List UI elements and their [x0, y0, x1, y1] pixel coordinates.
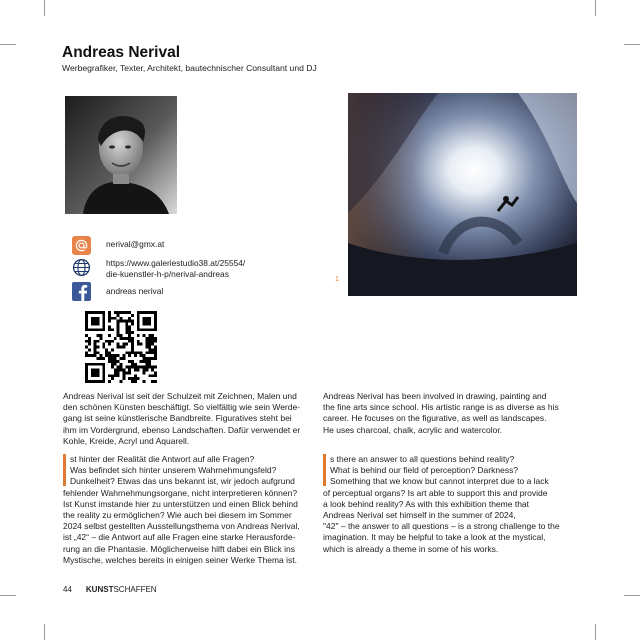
- text-line: gang ist seine künstlerische Bandbreite. Figuratives steht bei: [63, 413, 292, 424]
- magazine-brand-rest: SCHAFFEN: [113, 585, 157, 594]
- page-footer: [63, 585, 157, 594]
- german-question-body: [63, 488, 329, 566]
- website-url[interactable]: [106, 258, 245, 280]
- text-line: which is already a theme in some of his works.: [323, 543, 499, 554]
- website-contact: [72, 258, 245, 280]
- english-intro: [323, 391, 585, 436]
- text-line: of perceptual organs? Is art able to support this and provide: [323, 487, 548, 498]
- text-line: fehlender Wahrnehmungsorgane, nicht interpretieren können?: [63, 487, 298, 498]
- text-line: Mystische, welches bereits in einigen seiner Werke Thema ist.: [63, 554, 298, 565]
- crop-mark: [595, 0, 596, 16]
- text-line: the reality zu ermöglichen? Wie auch bei diesem im Sommer: [63, 510, 292, 520]
- text-line: rung an die Phantasie. Möglicherweise hilft dabei ein Blick ins: [63, 543, 295, 554]
- text-line: 2024 selbst gestellten Ausstellungsthema von Andreas Nerival,: [63, 521, 300, 532]
- text-line: Something that we know but cannot interpret due to a lack: [330, 476, 549, 487]
- qr-code[interactable]: [85, 311, 157, 383]
- text-line: "42" – the answer to all questions – is a strong challenge to the: [323, 521, 560, 532]
- text-line: Andreas Nerival ist seit der Schulzeit mit Zeichnen, Malen und: [63, 391, 297, 401]
- globe-icon: [72, 258, 91, 277]
- dropcap-bar: [323, 454, 326, 486]
- crop-mark: [624, 44, 640, 45]
- artist-name: Andreas Nerival: [62, 44, 181, 61]
- text-line: Dunkelheit? Etwas das uns bekannt ist, wir jedoch aufgrund: [70, 476, 295, 487]
- page-number: 44: [63, 585, 72, 594]
- dropcap-bar: [63, 454, 66, 486]
- text-line: ist „42“ – die Antwort auf alle Fragen eine starke Herausforde-: [63, 532, 296, 543]
- crop-mark: [624, 595, 640, 596]
- crop-mark: [0, 44, 16, 45]
- text-line: Ist Kunst imstande hier zu unterstützen und einen Blick behind: [63, 498, 298, 509]
- german-question-indent: [70, 454, 330, 488]
- english-question-body: [323, 488, 585, 555]
- text-line: den schönen Künsten beschäftigt. So vielfältig wie sein Werde-: [63, 402, 301, 413]
- crop-mark: [0, 595, 16, 596]
- figure-number: 1: [335, 276, 339, 283]
- crop-mark: [44, 0, 45, 16]
- facebook-contact: [72, 282, 163, 301]
- at-sign-icon: [72, 236, 91, 255]
- facebook-icon: [72, 282, 91, 301]
- website-url-line-2: die-kuenstler-h-p/nerival-andreas: [106, 269, 229, 279]
- text-line: Kohle, Kreide, Acryl und Aquarell.: [63, 435, 190, 446]
- text-line: imagination. It may be helpful to take a look at the mystical,: [323, 532, 546, 543]
- text-line: Andreas Nerival has been involved in drawing, painting and: [323, 391, 547, 401]
- text-line: s there an answer to all questions behind reality?: [330, 454, 515, 464]
- magazine-brand-bold: KUNST: [85, 585, 114, 594]
- english-question-indent: [330, 454, 585, 488]
- text-line: the fine arts since school. His artistic range is as diverse as his: [323, 402, 559, 413]
- text-line: What is behind our field of perception? Darkness?: [330, 465, 519, 476]
- email-address[interactable]: nerival@gmx.at: [106, 239, 165, 249]
- text-line: Was befindet sich hinter unserem Wahrnehmungsfeld?: [70, 465, 277, 476]
- text-line: He uses charcoal, chalk, acrylic and watercolor.: [323, 424, 503, 435]
- german-intro: [63, 391, 325, 447]
- artwork-image: [348, 93, 577, 296]
- crop-mark: [44, 624, 45, 640]
- text-line: st hinter der Realität die Antwort auf alle Fragen?: [70, 454, 255, 464]
- website-url-line-1: https://www.galeriestudio38.at/25554/: [106, 258, 246, 268]
- email-contact: [72, 236, 164, 255]
- text-line: ihm im Vordergrund, ebenso Landschaften. Dafür verwendet er: [63, 424, 301, 435]
- facebook-name[interactable]: andreas nerival: [106, 286, 164, 296]
- text-line: a look behind reality? As with this exhibition theme that: [323, 498, 530, 509]
- text-line: career. He focuses on the figurative, as well as landscapes.: [323, 413, 547, 424]
- artist-portrait: [65, 96, 177, 214]
- artist-subtitle: Werbegrafiker, Texter, Architekt, bautechnischer Consultant und DJ: [62, 63, 317, 73]
- crop-mark: [595, 624, 596, 640]
- text-line: Andreas Nerival set himself in the summer of 2024,: [323, 510, 516, 520]
